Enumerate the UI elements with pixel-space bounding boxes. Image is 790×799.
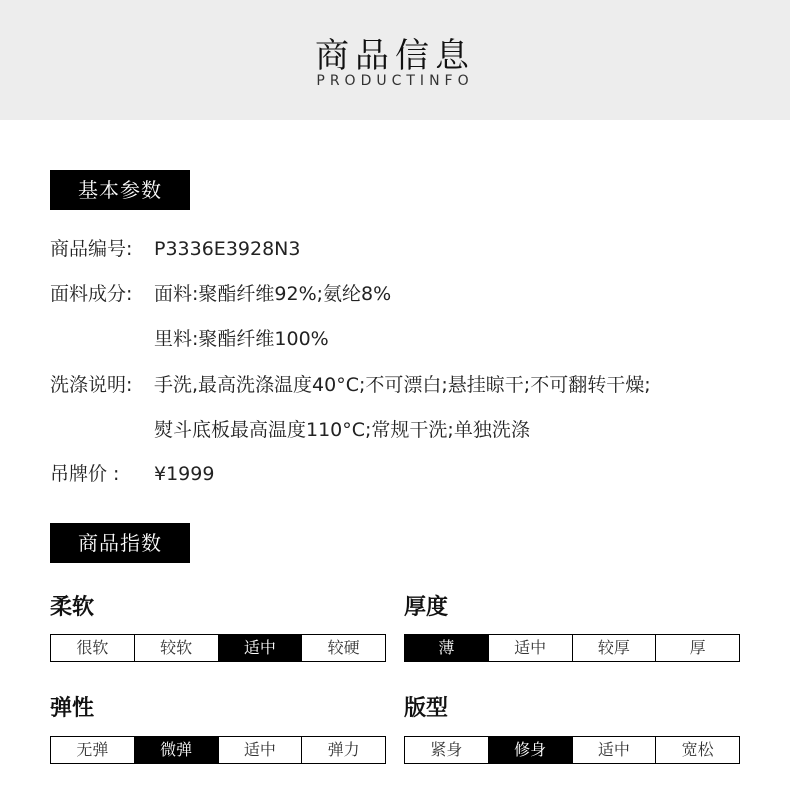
- scale-option: 适中: [573, 737, 657, 763]
- info-value: 面料:聚酯纤维92%;氨纶8%: [154, 283, 392, 305]
- info-value: 手洗,最高洗涤温度40°C;不可漂白;悬挂晾干;不可翻转干燥;: [154, 374, 651, 396]
- index-title-elasticity: 弹性: [50, 696, 95, 721]
- info-row-lining: 里料:聚酯纤维100%: [154, 328, 329, 350]
- page-subtitle: PRODUCTINFO: [316, 73, 474, 89]
- scale-option-selected: 适中: [219, 635, 303, 661]
- info-label: 洗涤说明:: [50, 374, 133, 396]
- info-row-wash-cont: 熨斗底板最高温度110°C;常规干洗;单独洗涤: [154, 419, 530, 441]
- info-row-sku: [50, 236, 300, 262]
- scale-option: 厚: [689, 638, 706, 657]
- info-row-fabric: [50, 281, 391, 307]
- scale-option: 较软: [135, 635, 219, 661]
- info-row-wash: [50, 372, 651, 398]
- index-title-softness: 柔软: [50, 595, 95, 620]
- section-label-index: 商品指数: [50, 523, 190, 563]
- page-title: 商品信息: [315, 36, 475, 76]
- price-value: ¥1999: [154, 463, 215, 485]
- scale-option: 很软: [51, 635, 135, 661]
- index-title-thickness: 厚度: [404, 595, 449, 620]
- scale-option-selected: 微弹: [135, 737, 219, 763]
- scale-option: 弹力: [327, 740, 360, 759]
- scale-option: 适中: [489, 635, 573, 661]
- scale-option: 较硬: [327, 638, 360, 657]
- scale-option: 适中: [219, 737, 303, 763]
- scale-option-selected: 修身: [489, 737, 573, 763]
- info-label: 面料成分:: [50, 283, 133, 305]
- index-title-fit: 版型: [404, 696, 449, 721]
- elasticity-scale: [50, 736, 386, 764]
- section-label-basic: 基本参数: [50, 170, 190, 210]
- fit-scale: [404, 736, 740, 764]
- info-label: 吊牌价 :: [50, 463, 120, 485]
- softness-scale: [50, 634, 386, 662]
- thickness-scale: [404, 634, 740, 662]
- scale-option: 紧身: [405, 737, 489, 763]
- scale-option-selected: 薄: [405, 635, 489, 661]
- scale-option: 无弹: [51, 737, 135, 763]
- scale-option: 较厚: [573, 635, 657, 661]
- scale-option: 宽松: [681, 740, 714, 759]
- header-banner: [0, 0, 790, 120]
- info-label: 商品编号:: [50, 238, 133, 260]
- info-value: P3336E3928N3: [154, 238, 301, 260]
- info-row-price: [50, 461, 214, 487]
